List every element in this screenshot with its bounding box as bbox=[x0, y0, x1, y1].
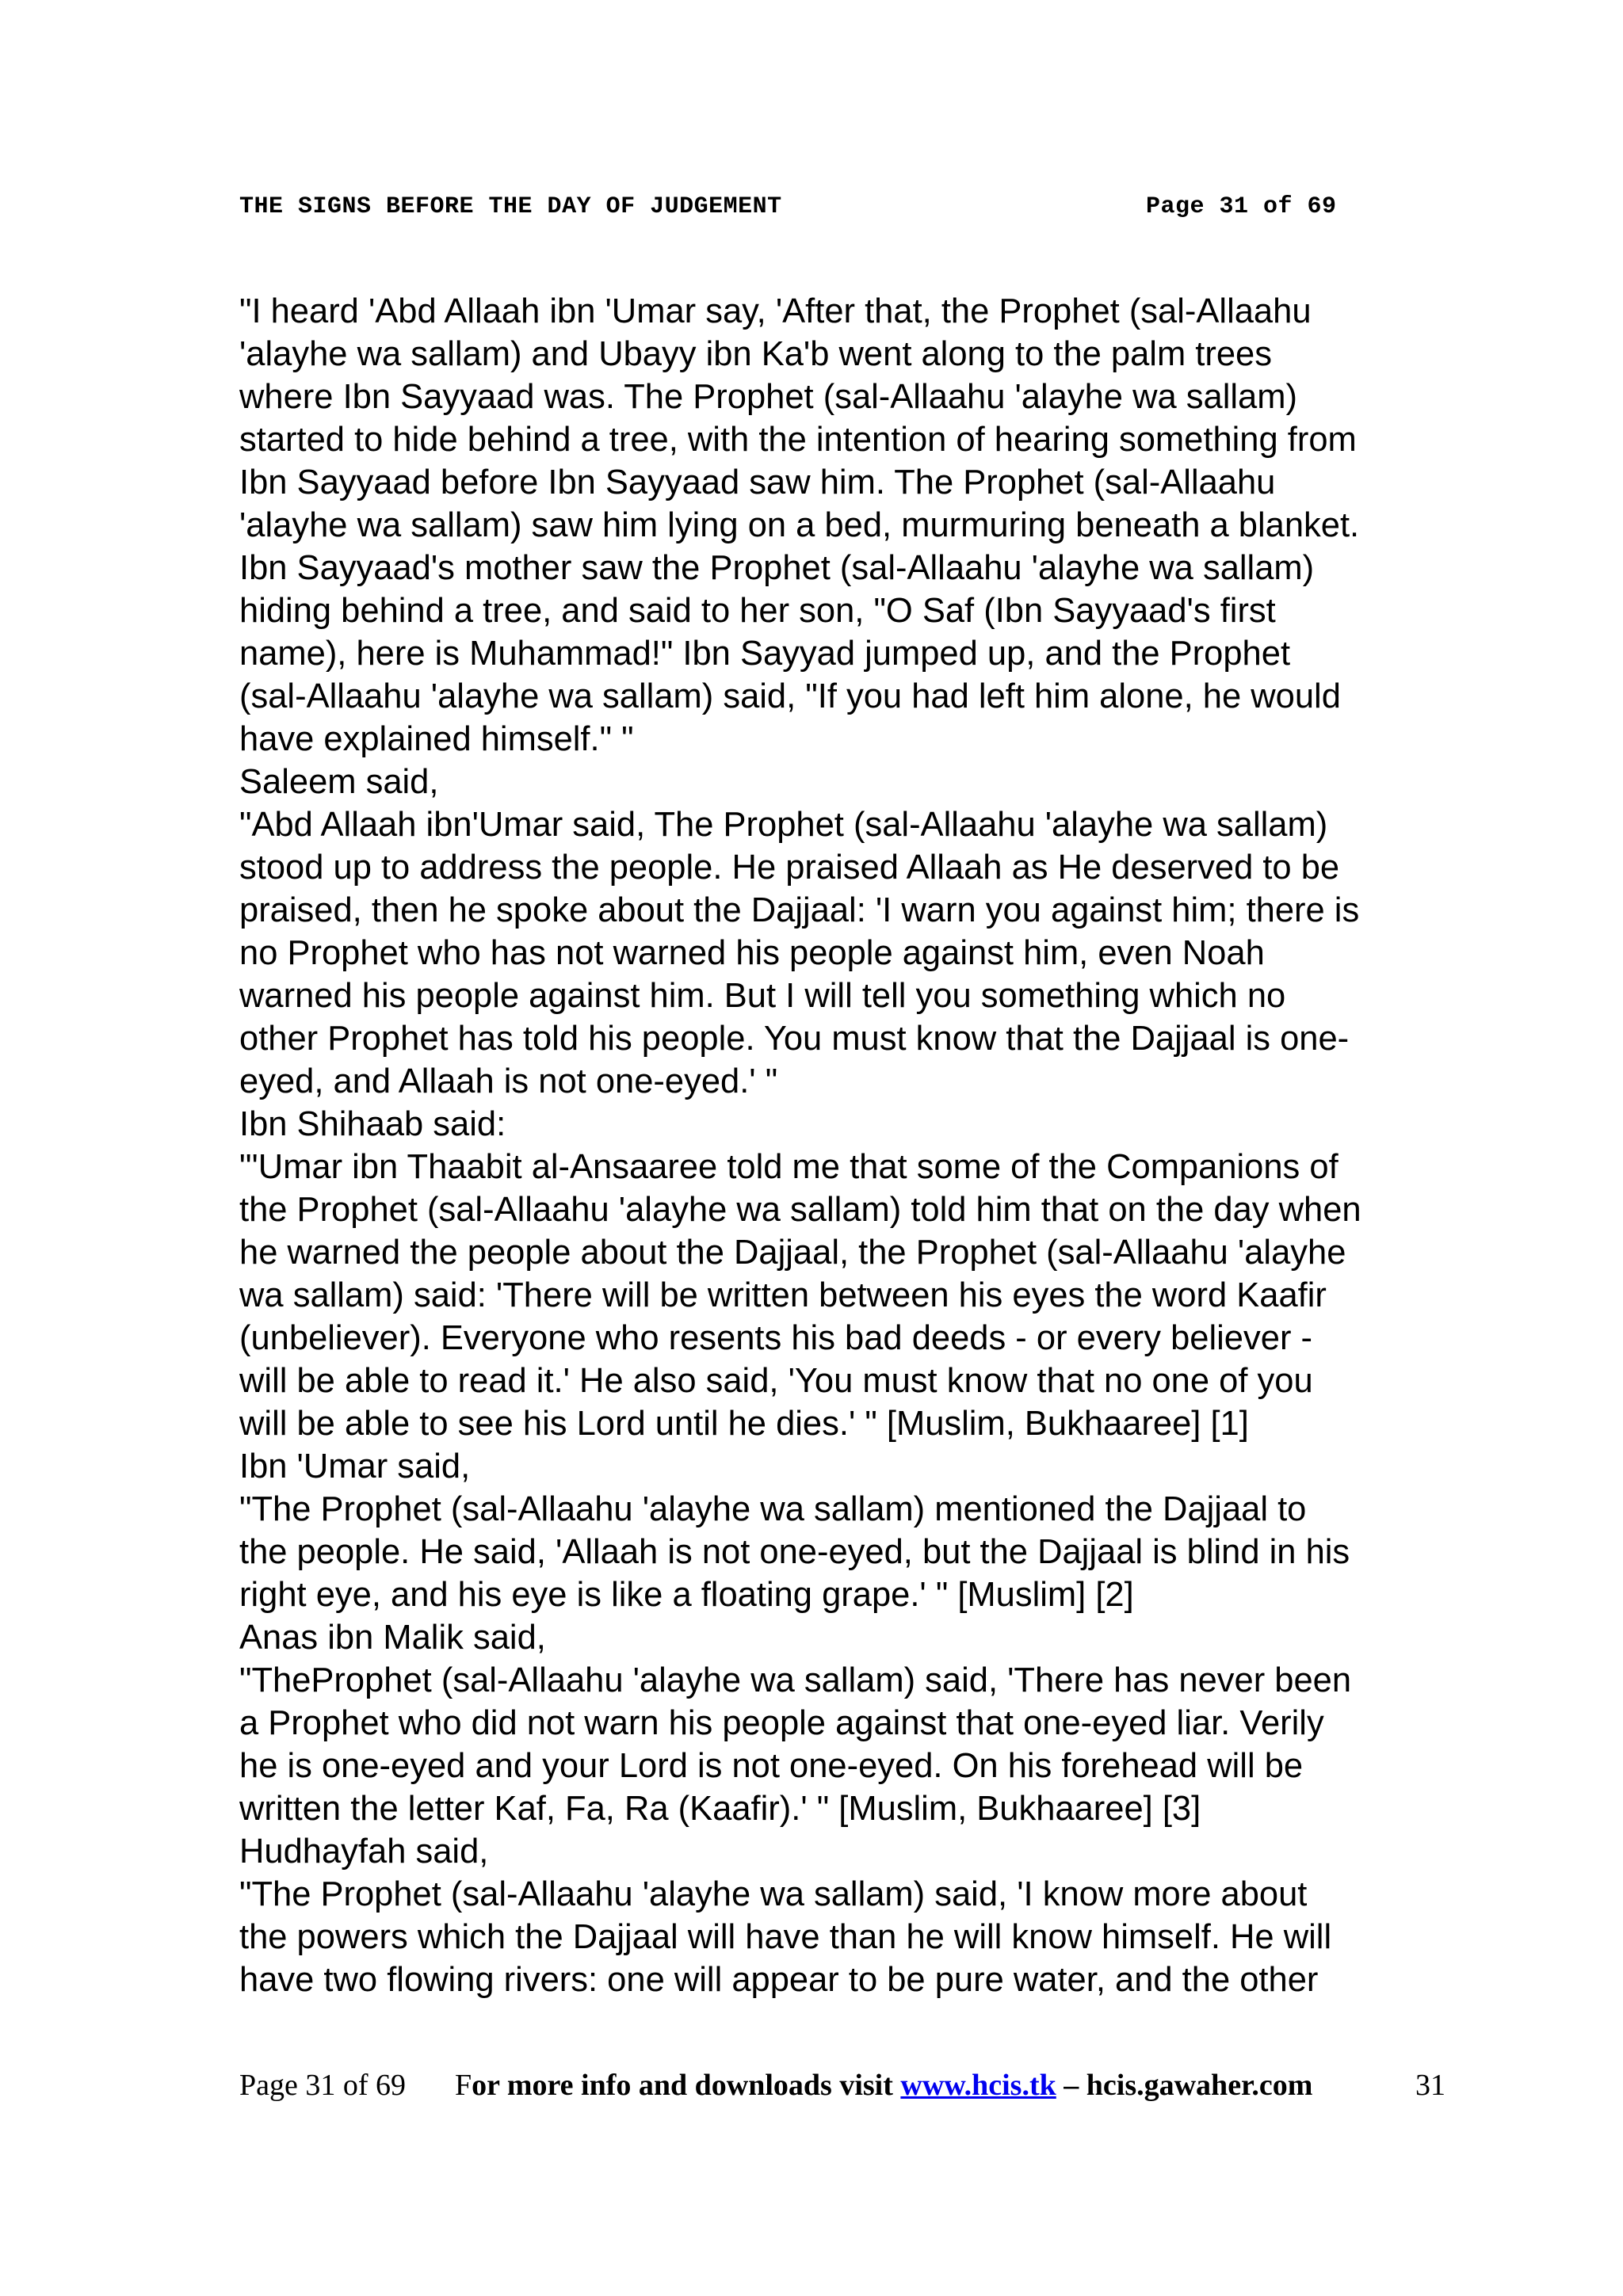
text-line: name), here is Muhammad!" Ibn Sayyad jumped up, and the Prophet bbox=[239, 635, 1291, 673]
text-line: the powers which the Dajjaal will have than he will know himself. He will bbox=[239, 1918, 1332, 1956]
text-line: Hudhayfah said, bbox=[239, 1833, 489, 1871]
text-line: Ibn Sayyaad before Ibn Sayyaad saw him. The Prophet (sal-Allaahu bbox=[239, 463, 1276, 502]
text-line: 'alayhe wa sallam) and Ubayy ibn Ka'b went along to the palm trees bbox=[239, 335, 1273, 373]
text-line: "The Prophet (sal-Allaahu 'alayhe wa sallam) said, 'I know more about bbox=[239, 1875, 1308, 1913]
page-footer bbox=[239, 2068, 1460, 2107]
text-line: praised, then he spoke about the Dajjaal: 'I warn you against him; there is bbox=[239, 891, 1360, 929]
text-line: written the letter Kaf, Fa, Ra (Kaafir).' " [Muslim, Bukhaaree] [3] bbox=[239, 1790, 1201, 1828]
footer-suffix: – hcis.gawaher.com bbox=[1056, 2069, 1313, 2102]
footer-prefix-plain: F bbox=[455, 2069, 472, 2102]
footer-page-number: 31 bbox=[1415, 2069, 1445, 2102]
footer-site-link[interactable]: www.hcis.tk bbox=[900, 2069, 1056, 2102]
text-line: Ibn Shihaab said: bbox=[239, 1105, 506, 1143]
text-line: eyed, and Allaah is not one-eyed.' " bbox=[239, 1062, 778, 1100]
text-line: have explained himself." " bbox=[239, 720, 634, 758]
text-line: other Prophet has told his people. You must know that the Dajjaal is one- bbox=[239, 1020, 1350, 1058]
body-text bbox=[239, 290, 1460, 2001]
text-line: wa sallam) said: 'There will be written between his eyes the word Kaafir bbox=[239, 1276, 1327, 1314]
text-line: (sal-Allaahu 'alayhe wa sallam) said, "If you had left him alone, he would bbox=[239, 677, 1341, 715]
text-line: a Prophet who did not warn his people against that one-eyed liar. Verily bbox=[239, 1704, 1324, 1742]
text-line: he is one-eyed and your Lord is not one-eyed. On his forehead will be bbox=[239, 1747, 1304, 1785]
header-page-label: Page 31 of 69 bbox=[1146, 193, 1337, 220]
text-line: "Abd Allaah ibn'Umar said, The Prophet (sal-Allaahu 'alayhe wa sallam) bbox=[239, 806, 1328, 844]
text-line: Ibn Sayyaad's mother saw the Prophet (sal-Allaahu 'alayhe wa sallam) bbox=[239, 549, 1315, 587]
text-line: "I heard 'Abd Allaah ibn 'Umar say, 'After that, the Prophet (sal-Allaahu bbox=[239, 292, 1312, 330]
footer-page-label: Page 31 of 69 bbox=[239, 2069, 407, 2102]
text-line: Saleem said, bbox=[239, 763, 439, 801]
text-line: started to hide behind a tree, with the intention of hearing something from bbox=[239, 421, 1357, 459]
text-line: he warned the people about the Dajjaal, the Prophet (sal-Allaahu 'alayhe bbox=[239, 1234, 1346, 1272]
text-line: (unbeliever). Everyone who resents his bad deeds - or every believer - bbox=[239, 1319, 1313, 1357]
text-line: will be able to see his Lord until he dies.' " [Muslim, Bukhaaree] [1] bbox=[239, 1405, 1249, 1443]
text-line: stood up to address the people. He praised Allaah as He deserved to be bbox=[239, 849, 1340, 887]
page-header bbox=[239, 193, 1354, 225]
text-line: will be able to read it.' He also said, 'You must know that no one of you bbox=[239, 1362, 1313, 1400]
text-line: Anas ibn Malik said, bbox=[239, 1619, 546, 1657]
header-title: THE SIGNS BEFORE THE DAY OF JUDGEMENT bbox=[239, 193, 782, 220]
footer-prefix-bold: or more info and downloads visit bbox=[472, 2069, 901, 2102]
text-line: the people. He said, 'Allaah is not one-eyed, but the Dajjaal is blind in his bbox=[239, 1533, 1350, 1571]
text-line: 'alayhe wa sallam) saw him lying on a bed, murmuring beneath a blanket. bbox=[239, 506, 1360, 544]
text-line: "TheProphet (sal-Allaahu 'alayhe wa sallam) said, 'There has never been bbox=[239, 1661, 1352, 1699]
text-line: Ibn 'Umar said, bbox=[239, 1447, 471, 1486]
text-line: "The Prophet (sal-Allaahu 'alayhe wa sallam) mentioned the Dajjaal to bbox=[239, 1490, 1307, 1528]
text-line: "'Umar ibn Thaabit al-Ansaaree told me that some of the Companions of bbox=[239, 1148, 1338, 1186]
text-line: have two flowing rivers: one will appear to be pure water, and the other bbox=[239, 1961, 1319, 1999]
text-line: the Prophet (sal-Allaahu 'alayhe wa sallam) told him that on the day when bbox=[239, 1191, 1361, 1229]
text-line: no Prophet who has not warned his people against him, even Noah bbox=[239, 934, 1265, 972]
text-line: where Ibn Sayyaad was. The Prophet (sal-Allaahu 'alayhe wa sallam) bbox=[239, 378, 1297, 416]
footer-info bbox=[455, 2068, 1312, 2103]
text-line: warned his people against him. But I will tell you something which no bbox=[239, 977, 1286, 1015]
text-line: right eye, and his eye is like a floating grape.' " [Muslim] [2] bbox=[239, 1576, 1134, 1614]
text-line: hiding behind a tree, and said to her son, "O Saf (Ibn Sayyaad's first bbox=[239, 592, 1276, 630]
